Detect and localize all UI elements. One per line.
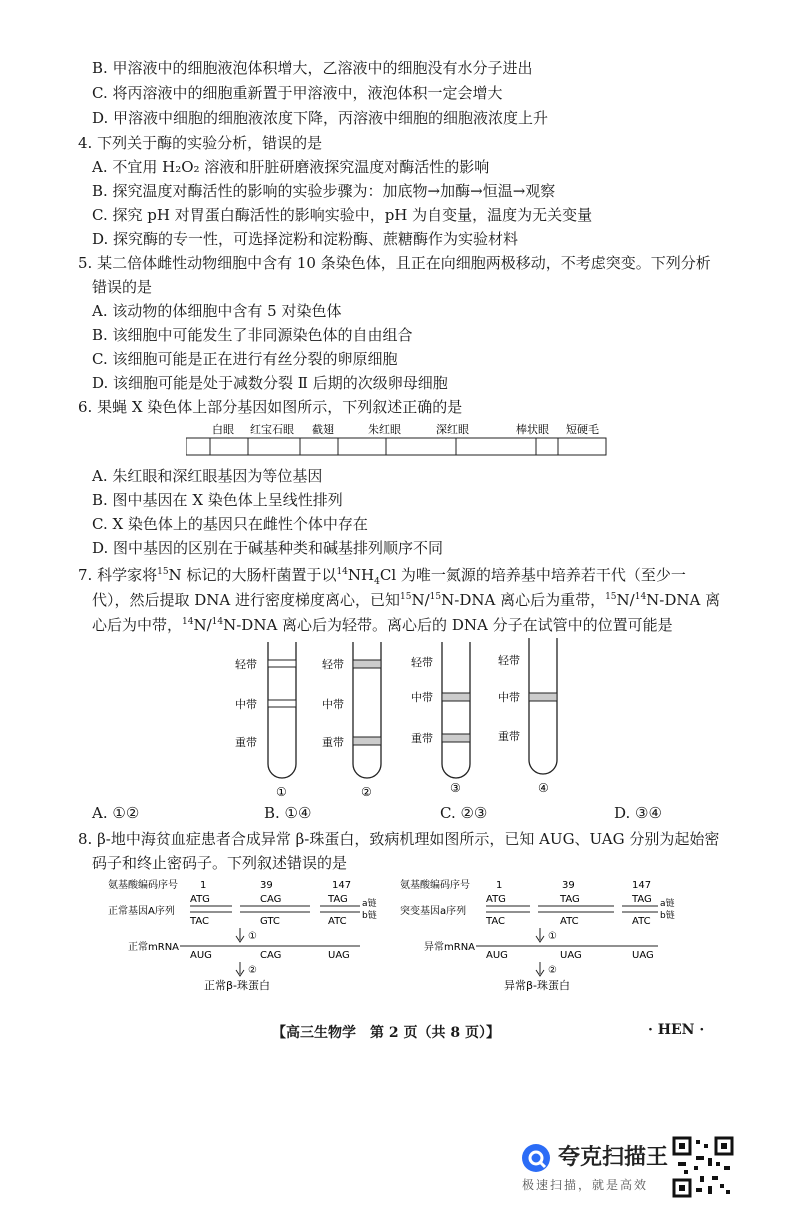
right-n1: 1: [496, 880, 503, 891]
q3-option-b: B. 甲溶液中的细胞液泡体积增大，乙溶液中的细胞没有水分子进出: [92, 59, 533, 77]
q4-option-c: C. 探究 pH 对胃蛋白酶活性的影响实验中，pH 为自变量，温度为无关变量: [92, 206, 593, 224]
scanner-brand-name: 夸克扫描王: [558, 1145, 669, 1170]
q6-option-b: B. 图中基因在 X 染色体上呈线性排列: [92, 491, 343, 509]
tube-1-label-heavy: 重带: [235, 736, 257, 749]
q8-stem-line1: 8. β-地中海贫血症患者合成异常 β-珠蛋白，致病机理如图所示，已知 AUG、UAG 分别为起始密: [78, 830, 720, 848]
left-n39: 39: [260, 880, 273, 891]
left-a-top1: ATG: [190, 894, 210, 905]
q7-option-a: A. ①②: [92, 804, 140, 822]
tube-2-label-mid: 中带: [322, 698, 344, 711]
gene-label-short-bristle: 短硬毛: [566, 423, 599, 436]
tube-3-mid-band: [442, 693, 470, 701]
right-n39: 39: [562, 880, 575, 891]
tube-1-label-mid: 中带: [235, 698, 257, 711]
right-step2: ②: [548, 965, 557, 976]
tube-4-label-heavy: 重带: [498, 730, 520, 743]
left-b-bot1: TAC: [190, 916, 209, 927]
q8-stem-line2: 码子和终止密码子。下列叙述错误的是: [92, 854, 348, 872]
scanner-logo-icon: [520, 1142, 552, 1174]
right-a-top1: ATG: [486, 894, 506, 905]
tube-2-label-light: 轻带: [322, 658, 344, 671]
q3-option-d: D. 甲溶液中细胞的细胞液浓度下降，丙溶液中细胞的细胞液浓度上升: [92, 109, 549, 127]
q6-stem: 6. 果蝇 X 染色体上部分基因如图所示，下列叙述正确的是: [78, 398, 463, 416]
right-b-bot2: ATC: [560, 916, 579, 927]
q5-option-d: D. 该细胞可能是处于减数分裂 Ⅱ 后期的次级卵母细胞: [92, 374, 448, 392]
right-header: 氨基酸编码序号: [400, 880, 470, 891]
right-chain-a: a链: [660, 899, 675, 909]
footer-title: 【高三生物学 第 2 页（共 8 页）】: [272, 1025, 500, 1041]
q4-option-d: D. 探究酶的专一性，可选择淀粉和淀粉酶、蔗糖酶作为实验材料: [92, 230, 519, 248]
tube-3: [442, 642, 470, 778]
right-m1: AUG: [486, 950, 508, 961]
q4-stem: 4. 下列关于酶的实验分析，错误的是: [78, 134, 323, 152]
q6-option-d: D. 图中基因的区别在于碱基种类和碱基排列顺序不同: [92, 539, 444, 557]
gene-label-bar-eye: 棒状眼: [516, 423, 549, 436]
tube-4-number: ④: [538, 781, 549, 795]
gene-label-ruby-eye: 红宝石眼: [250, 423, 294, 436]
tube-2-number: ②: [361, 785, 372, 799]
left-m2: CAG: [260, 950, 282, 961]
tube-2-heavy-band: [353, 737, 381, 745]
gene-label-white-eye: 白眼: [212, 423, 234, 436]
right-row-label: 突变基因a序列: [400, 906, 467, 917]
tube-3-label-light: 轻带: [411, 656, 433, 669]
q7-option-c: C. ②③: [440, 804, 488, 822]
left-b-bot2: GTC: [260, 916, 280, 927]
q6-option-a: A. 朱红眼和深红眼基因为等位基因: [92, 467, 323, 485]
scanner-slogan: 极速扫描，就是高效: [522, 1178, 649, 1192]
tube-1-number: ①: [276, 785, 287, 799]
qr-code-icon: [672, 1136, 734, 1198]
gene-label-carmine-eye: 深红眼: [436, 423, 469, 436]
right-b-bot1: TAC: [486, 916, 505, 927]
left-n147: 147: [332, 880, 352, 891]
right-m2: UAG: [560, 950, 582, 961]
q5-option-c: C. 该细胞可能是正在进行有丝分裂的卵原细胞: [92, 350, 398, 368]
q5-stem-line2: 错误的是: [92, 278, 153, 296]
centrifuge-tubes-figure: [225, 634, 570, 804]
q5-option-b: B. 该细胞中可能发生了非同源染色体的自由组合: [92, 326, 413, 344]
q7-option-b: B. ①④: [264, 804, 312, 822]
q7-stem-line3: 心后为中带，$^{14}$N/$^{14}$N-DNA 离心后为轻带。离心后的 DNA 分子在试管中的位置可能是: [92, 616, 673, 634]
right-mrna-label: 异常mRNA: [424, 942, 476, 953]
tube-1-mid-band: [268, 700, 296, 707]
tube-3-number: ③: [450, 781, 461, 795]
x-chromosome-gene-map: [186, 420, 610, 460]
left-step1: ①: [248, 931, 257, 942]
q4-option-a: A. 不宜用 H₂O₂ 溶液和肝脏研磨液探究温度对酶活性的影响: [92, 158, 490, 176]
gene-label-vermilion-eye: 朱红眼: [368, 423, 401, 436]
q8-normal-gene-figure: [100, 876, 380, 996]
q3-option-c: C. 将丙溶液中的细胞重新置于甲溶液中，液泡体积一定会增大: [92, 84, 503, 102]
footer-code: · HEN ·: [648, 1022, 705, 1038]
left-chain-a: a链: [362, 899, 377, 909]
right-chain-b: b链: [660, 911, 675, 921]
left-m1: AUG: [190, 950, 212, 961]
q4-option-b: B. 探究温度对酶活性的影响的实验步骤为：加底物→加酶→恒温→观察: [92, 182, 556, 200]
tube-4-label-mid: 中带: [498, 691, 520, 704]
q8-mutant-gene-figure: [400, 876, 690, 996]
q6-option-c: C. X 染色体上的基因只在雌性个体中存在: [92, 515, 368, 533]
tube-4-label-light: 轻带: [498, 654, 520, 667]
tube-3-heavy-band: [442, 734, 470, 742]
gene-label-cut-wing: 截翅: [312, 423, 334, 436]
right-b-bot3: ATC: [632, 916, 651, 927]
left-protein: 正常β-珠蛋白: [204, 979, 270, 992]
right-a-top3: TAG: [632, 894, 652, 905]
tube-4-mid-band: [529, 693, 557, 701]
left-header: 氨基酸编码序号: [108, 880, 178, 891]
left-chain-b: b链: [362, 911, 377, 921]
left-a-top3: TAG: [328, 894, 348, 905]
left-row-label: 正常基因A序列: [108, 906, 175, 917]
q7-stem-line2: 代），然后提取 DNA 进行密度梯度离心，已知$^{15}$N/$^{15}$N-DNA 离心后为重带，$^{15}$N/$^{14}$N-DNA 离: [92, 591, 721, 609]
left-a-top2: CAG: [260, 894, 282, 905]
left-mrna-label: 正常mRNA: [128, 942, 180, 953]
q5-stem-line1: 5. 某二倍体雌性动物细胞中含有 10 条染色体，且正在向细胞两极移动，不考虑突变。下列分析: [78, 254, 711, 272]
left-m3: UAG: [328, 950, 350, 961]
right-protein: 异常β-珠蛋白: [504, 979, 570, 992]
tube-1-label-light: 轻带: [235, 658, 257, 671]
tube-2-label-heavy: 重带: [322, 736, 344, 749]
right-a-top2: TAG: [560, 894, 580, 905]
q5-option-a: A. 该动物的体细胞中含有 5 对染色体: [92, 302, 342, 320]
left-b-bot3: ATC: [328, 916, 347, 927]
left-step2: ②: [248, 965, 257, 976]
tube-4: [529, 638, 557, 774]
tube-1-light-band: [268, 660, 296, 667]
tube-2-light-band: [353, 660, 381, 668]
right-m3: UAG: [632, 950, 654, 961]
tube-3-label-heavy: 重带: [411, 732, 433, 745]
right-n147: 147: [632, 880, 652, 891]
q7-stem-line1: 7. 科学家将$^{15}$N 标记的大肠杆菌置于以$^{14}NH_4Cl$ 为唯一氮源的培养基中培养若干代（至少一: [78, 566, 686, 587]
left-n1: 1: [200, 880, 207, 891]
right-step1: ①: [548, 931, 557, 942]
q7-option-d: D. ③④: [614, 804, 662, 822]
tube-3-label-mid: 中带: [411, 691, 433, 704]
